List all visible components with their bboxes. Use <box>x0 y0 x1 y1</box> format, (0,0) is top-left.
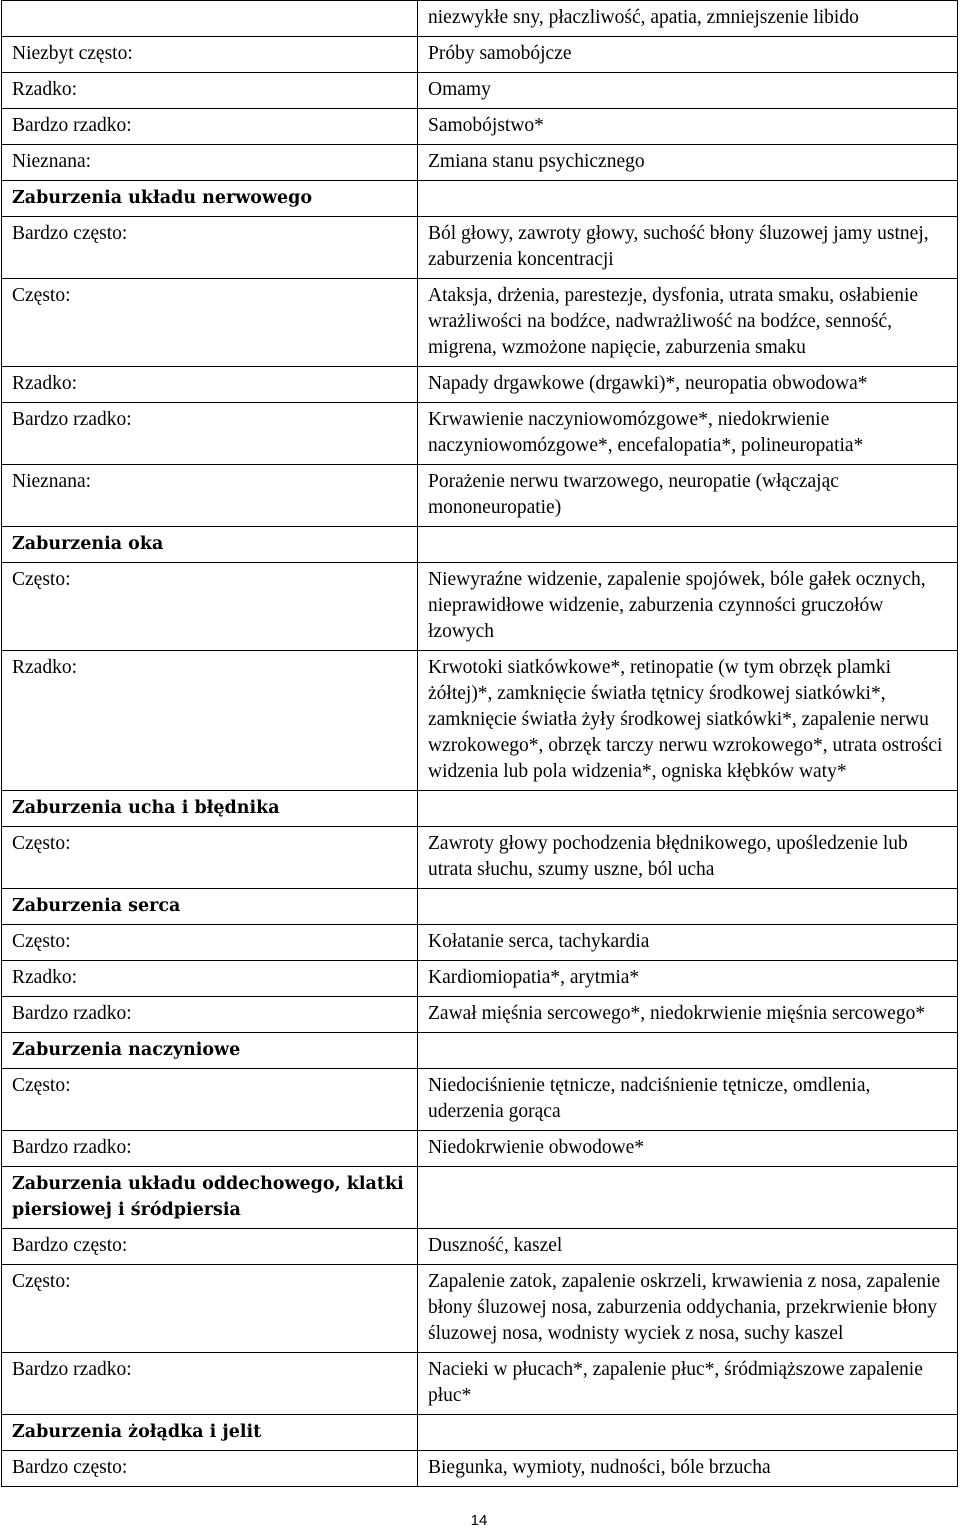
frequency-label: Często: <box>2 563 418 651</box>
reaction-text: Ból głowy, zawroty głowy, suchość błony śluzowej jamy ustnej, zaburzenia koncentracji <box>418 217 958 279</box>
page-number: 14 <box>470 1512 488 1529</box>
reaction-text <box>418 527 958 563</box>
table-row <box>2 73 958 109</box>
frequency-label: Bardzo rzadko: <box>2 403 418 465</box>
reaction-text: Nacieki w płucach*, zapalenie płuc*, śródmiąższowe zapalenie płuc* <box>418 1353 958 1415</box>
frequency-label: Bardzo rzadko: <box>2 1131 418 1167</box>
reaction-text: Zawroty głowy pochodzenia błędnikowego, upośledzenie lub utrata słuchu, szumy uszne, ból ucha <box>418 827 958 889</box>
frequency-label: Nieznana: <box>2 145 418 181</box>
frequency-label: Bardzo często: <box>2 1451 418 1487</box>
frequency-label: Nieznana: <box>2 465 418 527</box>
reaction-text: Porażenie nerwu twarzowego, neuropatie (włączając mononeuropatie) <box>418 465 958 527</box>
section-heading: Zaburzenia oka <box>2 527 418 563</box>
reaction-text: Kołatanie serca, tachykardia <box>418 925 958 961</box>
frequency-label: Często: <box>2 279 418 367</box>
reaction-text: Zapalenie zatok, zapalenie oskrzeli, krwawienia z nosa, zapalenie błony śluzowej nosa, zaburzenia oddychania, przekrwienie błony śluzowej nosa, wodnisty wyciek z nosa, suchy kaszel <box>418 1265 958 1353</box>
reaction-text: Krwotoki siatkówkowe*, retinopatie (w tym obrzęk plamki żółtej)*, zamknięcie światła tętnicy środkowej siatkówki*, zamknięcie światła żyły środkowej siatkówki*, zapalenie nerwu wzrokowego*, obrzęk tarczy nerwu wzrokowego*, utrata ostrości widzenia lub pola widzenia*, ogniska kłębków waty* <box>418 651 958 791</box>
section-row <box>2 889 958 925</box>
table-row <box>2 1069 958 1131</box>
table-row <box>2 1265 958 1353</box>
section-heading: Zaburzenia naczyniowe <box>2 1033 418 1069</box>
reaction-text: Napady drgawkowe (drgawki)*, neuropatia obwodowa* <box>418 367 958 403</box>
frequency-label: Często: <box>2 925 418 961</box>
table-row <box>2 1451 958 1487</box>
frequency-label: Często: <box>2 1265 418 1353</box>
frequency-label: Bardzo rzadko: <box>2 1353 418 1415</box>
reaction-text: Ataksja, drżenia, parestezje, dysfonia, utrata smaku, osłabienie wrażliwości na bodźce, nadwrażliwość na bodźce, senność, migrena, wzmożone napięcie, zaburzenia smaku <box>418 279 958 367</box>
reaction-text: Niedokrwienie obwodowe* <box>418 1131 958 1167</box>
reaction-text: Niewyraźne widzenie, zapalenie spojówek, bóle gałek ocznych, nieprawidłowe widzenie, zaburzenia czynności gruczołów łzowych <box>418 563 958 651</box>
reaction-text <box>418 1415 958 1451</box>
section-heading: Zaburzenia układu oddechowego, klatki piersiowej i śródpiersia <box>2 1167 418 1229</box>
reaction-text: Duszność, kaszel <box>418 1229 958 1265</box>
reaction-text: Niedociśnienie tętnicze, nadciśnienie tętnicze, omdlenia, uderzenia gorąca <box>418 1069 958 1131</box>
reaction-text: Biegunka, wymioty, nudności, bóle brzucha <box>418 1451 958 1487</box>
table-row <box>2 827 958 889</box>
table-row <box>2 37 958 73</box>
reaction-text: Zawał mięśnia sercowego*, niedokrwienie mięśnia sercowego* <box>418 997 958 1033</box>
table-row <box>2 563 958 651</box>
table-row <box>2 961 958 997</box>
section-row <box>2 1033 958 1069</box>
table-row <box>2 1131 958 1167</box>
reaction-text: Samobójstwo* <box>418 109 958 145</box>
table-row <box>2 651 958 791</box>
table-row <box>2 925 958 961</box>
frequency-label: Bardzo rzadko: <box>2 997 418 1033</box>
table-row <box>2 465 958 527</box>
reaction-text <box>418 1033 958 1069</box>
table-row <box>2 217 958 279</box>
table-row <box>2 109 958 145</box>
table-row <box>2 367 958 403</box>
table-row <box>2 145 958 181</box>
reaction-text: Zmiana stanu psychicznego <box>418 145 958 181</box>
frequency-label: Rzadko: <box>2 73 418 109</box>
reaction-text <box>418 181 958 217</box>
frequency-label: Często: <box>2 827 418 889</box>
reaction-text <box>418 1167 958 1229</box>
reaction-text: niezwykłe sny, płaczliwość, apatia, zmniejszenie libido <box>418 1 958 37</box>
section-row <box>2 527 958 563</box>
table-row <box>2 279 958 367</box>
table-row <box>2 1229 958 1265</box>
frequency-label: Bardzo często: <box>2 1229 418 1265</box>
table-row <box>2 997 958 1033</box>
frequency-label: Często: <box>2 1069 418 1131</box>
section-heading: Zaburzenia serca <box>2 889 418 925</box>
section-row <box>2 791 958 827</box>
reaction-text: Krwawienie naczyniowomózgowe*, niedokrwienie naczyniowomózgowe*, encefalopatia*, polineuropatia* <box>418 403 958 465</box>
table-row <box>2 403 958 465</box>
frequency-label: Rzadko: <box>2 367 418 403</box>
frequency-label <box>2 1 418 37</box>
section-row <box>2 181 958 217</box>
adverse-reactions-table <box>1 0 958 1487</box>
frequency-label: Rzadko: <box>2 651 418 791</box>
section-heading: Zaburzenia żołądka i jelit <box>2 1415 418 1451</box>
reaction-text: Omamy <box>418 73 958 109</box>
section-heading: Zaburzenia układu nerwowego <box>2 181 418 217</box>
reaction-text <box>418 889 958 925</box>
reaction-text: Próby samobójcze <box>418 37 958 73</box>
section-row <box>2 1167 958 1229</box>
reaction-text: Kardiomiopatia*, arytmia* <box>418 961 958 997</box>
table-row <box>2 1353 958 1415</box>
frequency-label: Rzadko: <box>2 961 418 997</box>
frequency-label: Niezbyt często: <box>2 37 418 73</box>
reaction-text <box>418 791 958 827</box>
table-row <box>2 1 958 37</box>
frequency-label: Bardzo rzadko: <box>2 109 418 145</box>
section-heading: Zaburzenia ucha i błędnika <box>2 791 418 827</box>
section-row <box>2 1415 958 1451</box>
table-body <box>2 1 958 1487</box>
frequency-label: Bardzo często: <box>2 217 418 279</box>
